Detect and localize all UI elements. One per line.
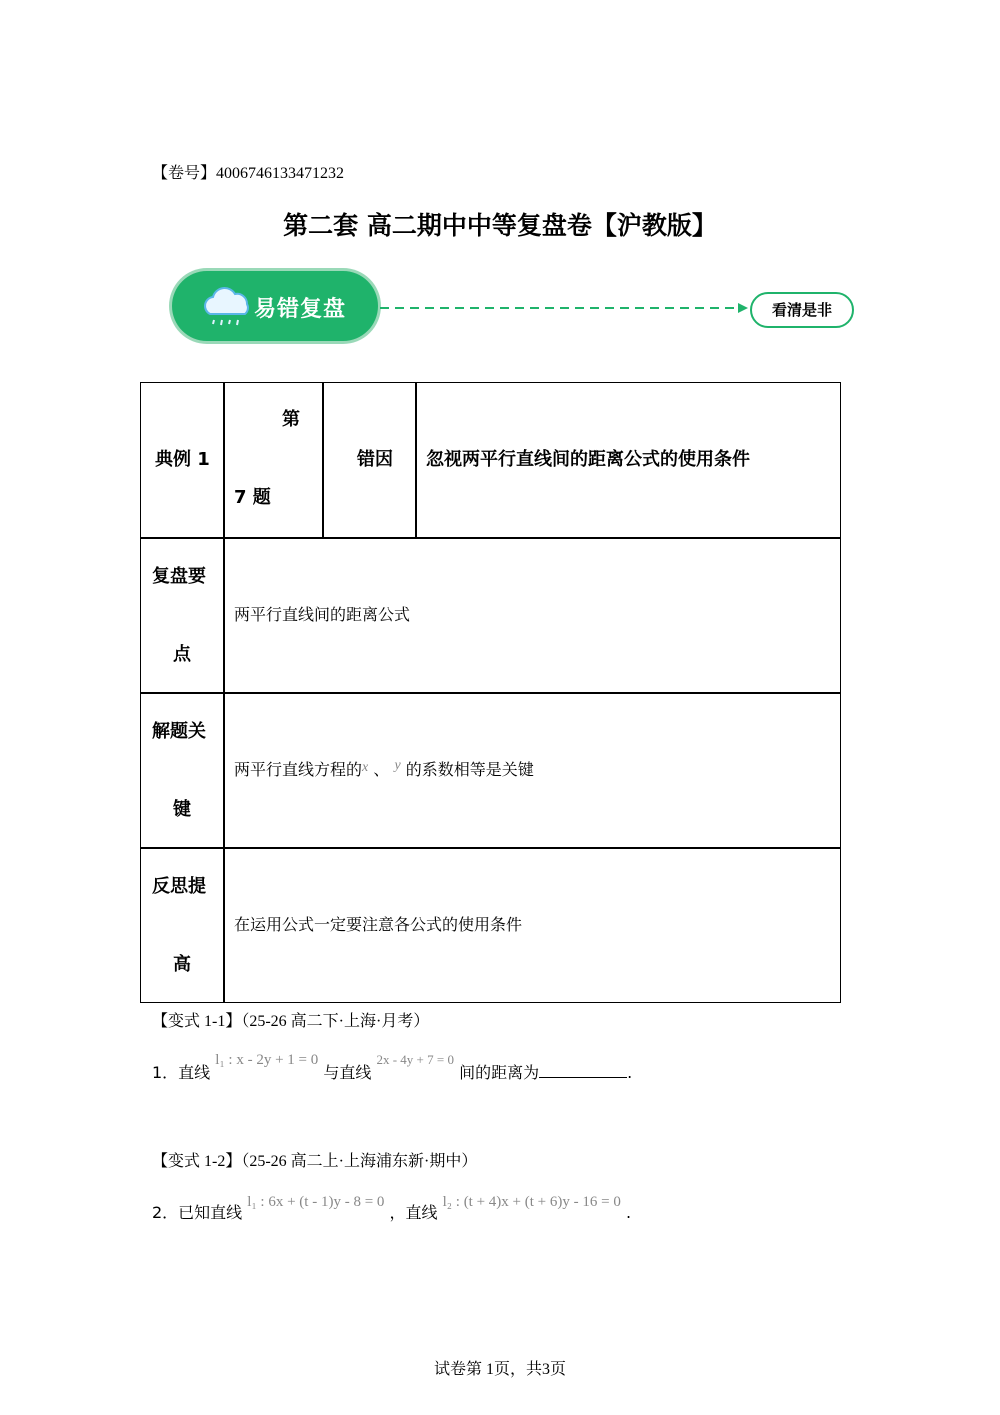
key-point-text <box>234 757 534 780</box>
review-label-2: 点 <box>173 644 191 665</box>
variant1-end: . <box>627 1063 633 1082</box>
paper-id: 【卷号】4006746133471232 <box>152 165 345 182</box>
key-sep: 、 <box>373 760 390 779</box>
variant1-heading: 【变式 1-1】（25-26 高二下·上海·月考） <box>152 1013 430 1030</box>
variant2-line2: l₂ : (t + 4)x + (t + 6)y - 16 = 0 <box>442 1194 621 1210</box>
question-no-bottom: 7 题 <box>234 487 271 508</box>
review-label-cell <box>140 537 225 694</box>
variant2-end: . <box>625 1203 632 1222</box>
variant2-prefix: 2．已知直线 <box>152 1203 243 1222</box>
error-cause-text: 忽视两平行直线间的距离公式的使用条件 <box>426 449 750 470</box>
variant2-heading: 【变式 1-2】（25-26 高二上·上海浦东新·期中） <box>152 1153 478 1170</box>
key-var-x: x <box>362 760 369 775</box>
question-no-cell <box>223 382 324 539</box>
example-label: 典例 1 <box>155 449 210 470</box>
variant2-line1: l₁ : 6x + (t - 1)y - 8 = 0 <box>247 1194 385 1210</box>
review-label-1: 复盘要 <box>152 566 206 587</box>
reflect-label-2: 高 <box>173 954 191 975</box>
banner-tag: 看清是非 <box>750 292 854 328</box>
reflect-label-1: 反思提 <box>152 876 206 897</box>
reflect-cell <box>223 847 841 1003</box>
error-cause-cell <box>415 382 841 539</box>
key-label-cell <box>140 692 225 849</box>
variant1-middle: 与直线 <box>323 1063 372 1082</box>
variant1-prefix: 1．直线 <box>152 1063 211 1082</box>
key-label-1: 解题关 <box>152 721 206 742</box>
key-label-2: 键 <box>173 799 191 820</box>
dashed-arrow <box>380 300 750 316</box>
review-point-text: 两平行直线间的距离公式 <box>234 605 411 624</box>
page-footer: 试卷第 1页，共3页 <box>433 1361 566 1378</box>
variant1-line1: l₁ : x - 2y + 1 = 0 <box>215 1052 319 1068</box>
reflect-text: 在运用公式一定要注意各公式的使用条件 <box>234 915 523 934</box>
answer-blank[interactable] <box>539 1061 627 1078</box>
cloud-rain-icon <box>200 284 254 330</box>
variant2-question <box>152 1188 632 1222</box>
review-table <box>140 382 841 1003</box>
key-text-after: 的系数相等是关键 <box>405 760 534 779</box>
key-var-y: y <box>394 758 401 773</box>
variant1-line2: 2x - 4y + 7 = 0 <box>376 1052 454 1067</box>
variant1-suffix: 间的距离为 <box>459 1063 540 1082</box>
example-label-cell <box>140 382 225 539</box>
error-cause-label-cell <box>322 382 417 539</box>
variant1-question <box>152 1046 633 1082</box>
banner-label: 易错复盘 <box>254 297 347 322</box>
key-text-before: 两平行直线方程的 <box>234 760 363 779</box>
question-no-top: 第 <box>282 409 300 430</box>
page-title: 第二套 高二期中中等复盘卷【沪教版】 <box>283 211 717 240</box>
error-cause-label: 错因 <box>357 449 393 470</box>
key-point-cell <box>223 692 841 849</box>
review-point-cell <box>223 537 841 694</box>
reflect-label-cell <box>140 847 225 1003</box>
variant2-middle: ，直线 <box>389 1203 438 1222</box>
